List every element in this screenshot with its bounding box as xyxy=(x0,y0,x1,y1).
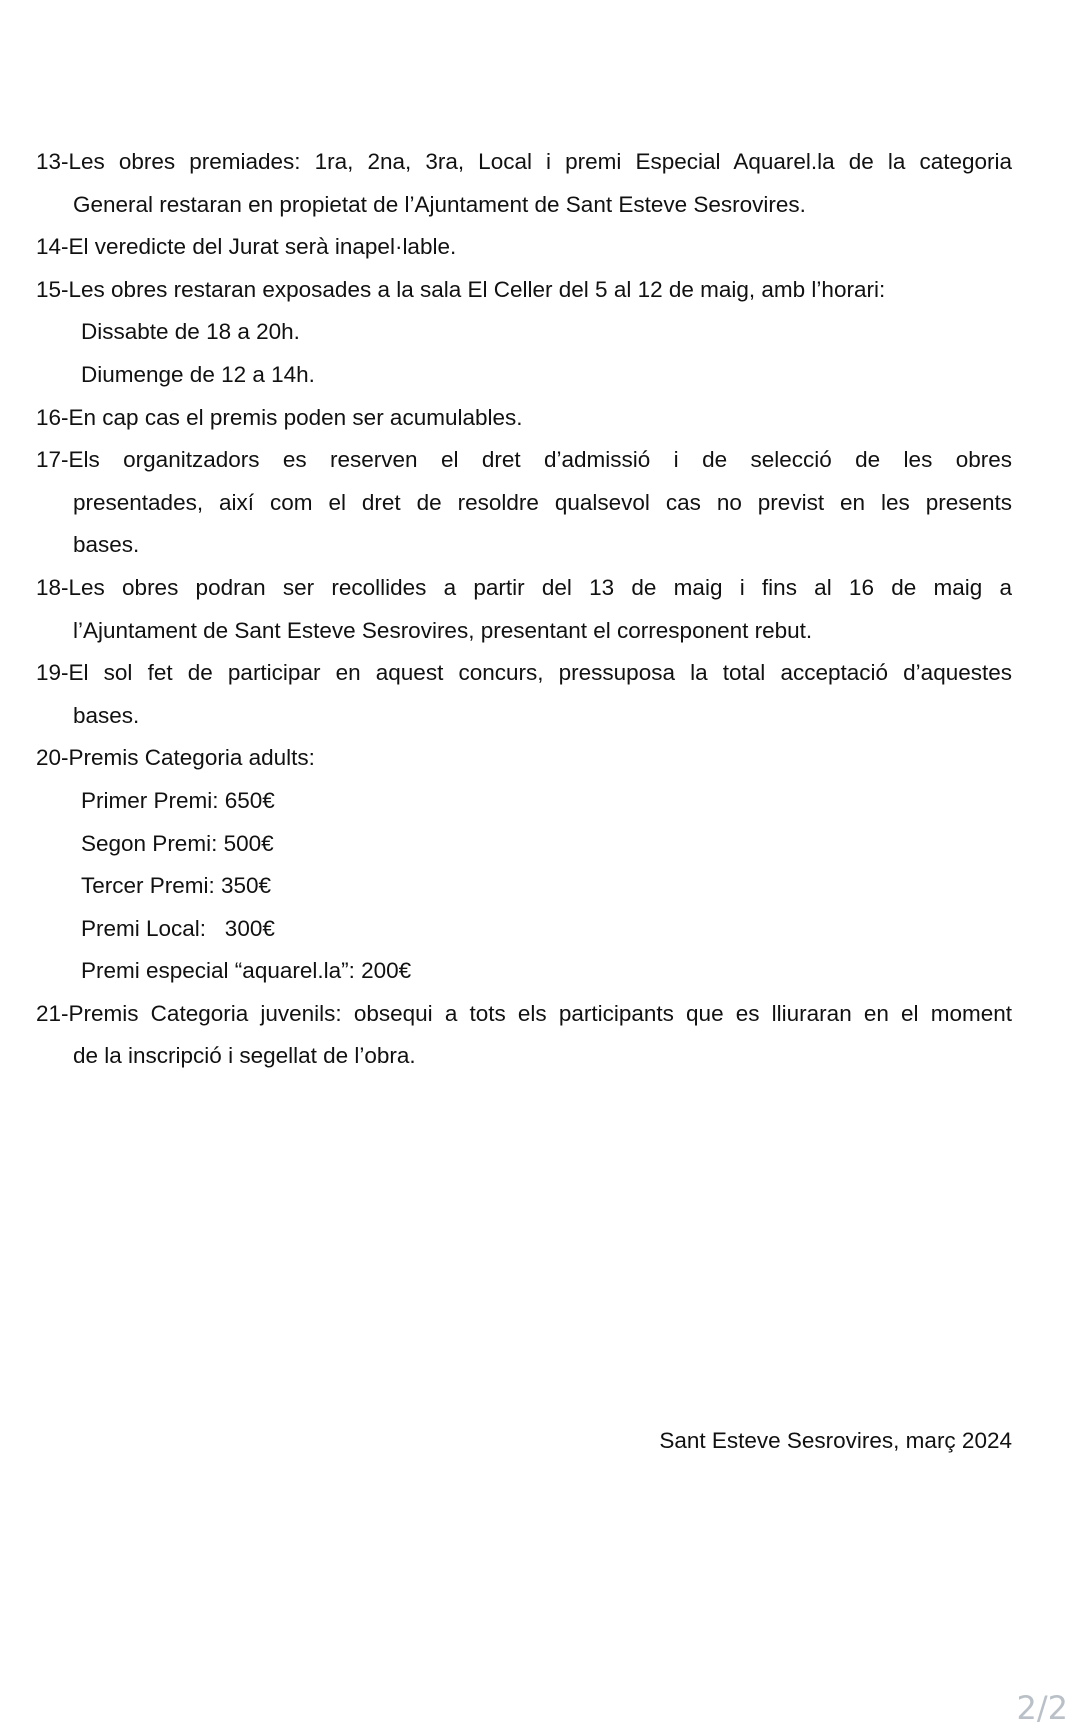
rule-18 xyxy=(36,567,1012,652)
rule-line: General restaran en propietat de l’Ajuntament de Sant Esteve Sesrovires. xyxy=(73,191,806,217)
rule-line: l’Ajuntament de Sant Esteve Sesrovires, presentant el corresponent rebut. xyxy=(73,617,813,643)
schedule-item: Dissabte de 18 a 20h. xyxy=(81,319,300,345)
prize-item: Tercer Premi: 350€ xyxy=(81,873,272,899)
rule-line: 20-Premis Categoria adults: xyxy=(36,745,315,771)
rule-line: 21-Premis Categoria juvenils: obsequi a tots els participants que es lliuraran en el moment xyxy=(36,1000,1012,1026)
rule-line: 19-El sol fet de participar en aquest concurs, pressuposa la total acceptació d’aquestes xyxy=(36,660,1012,686)
rule-line: 17-Els organitzadors es reserven el dret d’admissió i de selecció de les obres xyxy=(36,447,1012,473)
rule-line: presentades, així com el dret de resoldre qualsevol cas no previst en les presents xyxy=(73,489,1012,515)
rule-line: 14-El veredicte del Jurat serà inapel·lable. xyxy=(36,234,457,260)
schedule-item: Diumenge de 12 a 14h. xyxy=(81,361,315,387)
rule-14 xyxy=(36,226,1012,269)
rule-21 xyxy=(36,993,1012,1078)
prize-item: Premi Local: 300€ xyxy=(81,915,275,941)
page-indicator: 2/2 xyxy=(1016,1689,1068,1727)
rule-17 xyxy=(36,439,1012,567)
rule-16 xyxy=(36,397,1012,440)
rule-19 xyxy=(36,652,1012,737)
prize-item: Primer Premi: 650€ xyxy=(81,787,275,813)
prize-item: Premi especial “aquarel.la”: 200€ xyxy=(81,958,412,984)
rules-list xyxy=(36,141,1012,1078)
signature-place-date: Sant Esteve Sesrovires, març 2024 xyxy=(659,1428,1012,1453)
rule-line: bases. xyxy=(73,702,140,728)
rule-line: 18-Les obres podran ser recollides a partir del 13 de maig i fins al 16 de maig a xyxy=(36,574,1012,600)
rule-15 xyxy=(36,269,1012,397)
prize-item: Segon Premi: 500€ xyxy=(81,830,274,856)
rule-line: 16-En cap cas el premis poden ser acumulables. xyxy=(36,404,523,430)
rule-line: bases. xyxy=(73,532,140,558)
rule-20 xyxy=(36,737,1012,993)
rule-line: 13-Les obres premiades: 1ra, 2na, 3ra, Local i premi Especial Aquarel.la de la categoria xyxy=(36,149,1012,174)
rule-13 xyxy=(36,141,1012,226)
rule-line: 15-Les obres restaran exposades a la sala El Celler del 5 al 12 de maig, amb l’horari: xyxy=(36,276,886,302)
rule-line: de la inscripció i segellat de l’obra. xyxy=(73,1043,416,1069)
